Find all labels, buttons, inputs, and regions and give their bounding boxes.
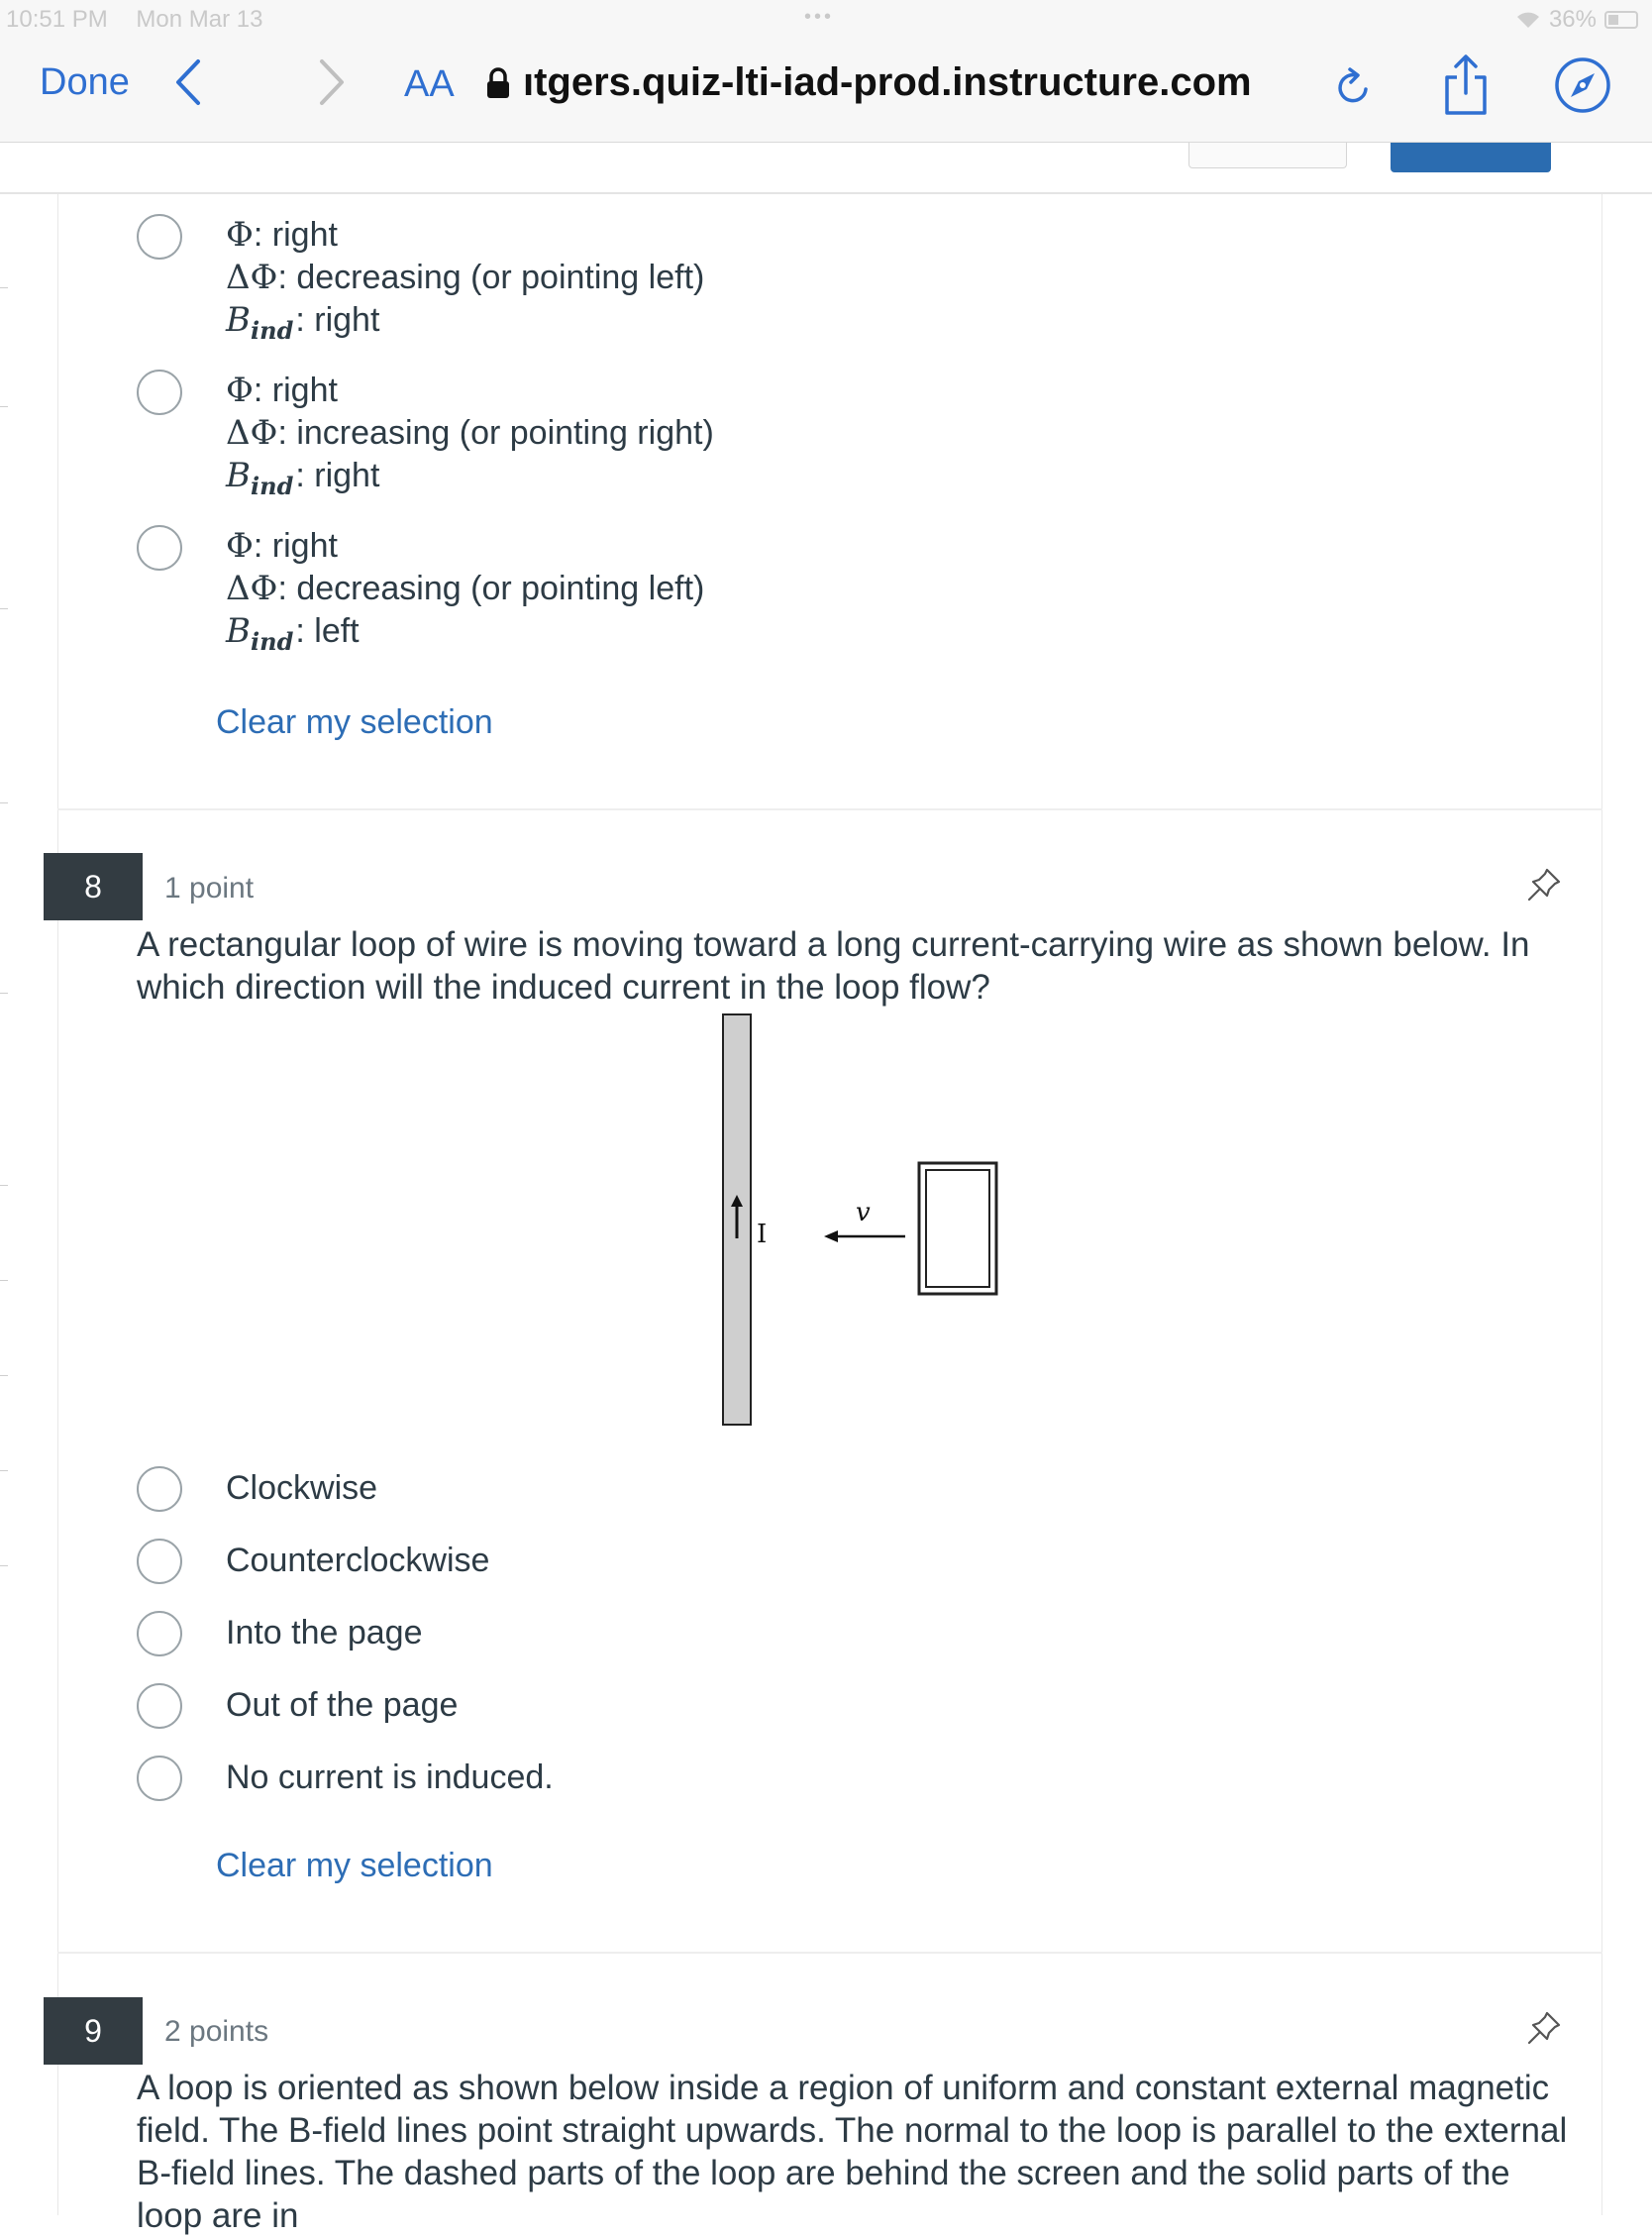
answer-radio[interactable] (137, 525, 182, 571)
lock-icon (485, 67, 511, 99)
dphi-value: increasing (or pointing right) (296, 414, 714, 452)
gutter-line (0, 1280, 8, 1281)
option-label[interactable]: Out of the page (226, 1686, 459, 1724)
gutter-line (0, 287, 8, 288)
gutter-line (0, 1565, 8, 1566)
option-radio-counterclockwise[interactable] (137, 1539, 182, 1584)
question-text: A loop is oriented as shown below inside a region of uniform and constant external magnetic field. The B-field lines point straight upwards. The normal to the loop is parallel to the external B-field lines. The dashed parts of the loop are behind the screen and the solid parts of the loop are in (137, 2069, 1568, 2235)
bind-value: left (314, 612, 360, 650)
phi-symbol: Φ (226, 215, 254, 255)
b-symbol: B (226, 611, 251, 651)
gutter-line (0, 1375, 8, 1376)
question-text: A rectangular loop of wire is moving toward a long current-carrying wire as shown below. In which direction will the induced current in the loop flow? (137, 925, 1530, 1007)
forward-icon[interactable] (312, 55, 352, 109)
option-radio-into-page[interactable] (137, 1611, 182, 1656)
battery-icon (1604, 11, 1638, 29)
multitask-dots-icon[interactable]: ••• (804, 6, 835, 28)
question-divider (57, 1952, 1602, 1954)
question-number-badge: 8 (44, 853, 143, 920)
clear-selection-link[interactable]: Clear my selection (216, 1847, 493, 1884)
reload-icon[interactable] (1332, 63, 1376, 111)
question-divider (57, 808, 1602, 810)
flag-question-icon[interactable] (1525, 866, 1563, 904)
answer-option[interactable]: Φ: right ΔΦ: increasing (or pointing right) $B_{ind}$: right (226, 371, 714, 500)
gutter-line (0, 1470, 8, 1471)
b-symbol: B (226, 300, 251, 340)
dphi-symbol: ΔΦ (226, 413, 278, 453)
bind-value: right (314, 301, 380, 339)
secondary-header-button[interactable] (1188, 143, 1347, 168)
phi-value: right (271, 216, 338, 254)
rectangular-loop (919, 1163, 996, 1294)
question-points: 2 points (164, 2015, 269, 2048)
submit-header-button[interactable] (1391, 143, 1551, 172)
question-figure (713, 1012, 1010, 1429)
status-time: 10:51 PM (6, 6, 108, 33)
phi-symbol: Φ (226, 526, 254, 566)
dphi-symbol: ΔΦ (226, 569, 278, 608)
option-label[interactable]: Counterclockwise (226, 1542, 490, 1579)
browser-toolbar (0, 40, 1652, 143)
answer-option[interactable]: Φ: right ΔΦ: decreasing (or pointing left) $B_{ind}$: right (226, 215, 705, 345)
question-number-badge: 9 (44, 1997, 143, 2065)
share-icon[interactable] (1441, 53, 1491, 117)
done-button[interactable]: Done (40, 61, 130, 103)
dphi-value: decreasing (or pointing left) (296, 259, 705, 296)
option-radio-clockwise[interactable] (137, 1466, 182, 1512)
gutter-line (0, 1185, 8, 1186)
b-symbol: B (226, 456, 251, 495)
compass-icon[interactable] (1553, 55, 1612, 115)
current-label: I (757, 1220, 768, 1249)
question-points: 1 point (164, 872, 255, 905)
wifi-icon (1515, 10, 1541, 30)
option-radio-out-of-page[interactable] (137, 1683, 182, 1729)
gutter-line (0, 406, 8, 407)
battery-percent: 36% (1548, 6, 1597, 33)
option-label[interactable]: No current is induced. (226, 1758, 554, 1796)
text-size-button[interactable]: AA (404, 63, 455, 105)
clear-selection-link[interactable]: Clear my selection (216, 703, 493, 741)
answer-option[interactable]: Φ: right ΔΦ: decreasing (or pointing left) $B_{ind}$: left (226, 526, 705, 656)
gutter-line (0, 802, 8, 803)
url-field[interactable]: ıtgers.quiz-lti-iad-prod.instructure.com (523, 60, 1252, 104)
answer-radio[interactable] (137, 370, 182, 415)
flag-question-icon[interactable] (1525, 2009, 1563, 2047)
gutter-line (0, 608, 8, 609)
phi-symbol: Φ (226, 371, 254, 410)
velocity-arrow-head (824, 1230, 838, 1242)
status-bar (0, 0, 1652, 40)
option-label[interactable]: Into the page (226, 1614, 423, 1651)
back-icon[interactable] (168, 55, 208, 109)
phi-value: right (271, 372, 338, 409)
phi-value: right (271, 527, 338, 565)
answer-radio[interactable] (137, 214, 182, 260)
dphi-symbol: ΔΦ (226, 258, 278, 297)
dphi-value: decreasing (or pointing left) (296, 570, 705, 607)
option-radio-no-current[interactable] (137, 1756, 182, 1801)
option-label[interactable]: Clockwise (226, 1469, 378, 1507)
velocity-label: v (856, 1198, 871, 1227)
gutter-line (0, 993, 8, 994)
bind-value: right (314, 457, 380, 494)
status-date: Mon Mar 13 (136, 6, 263, 33)
